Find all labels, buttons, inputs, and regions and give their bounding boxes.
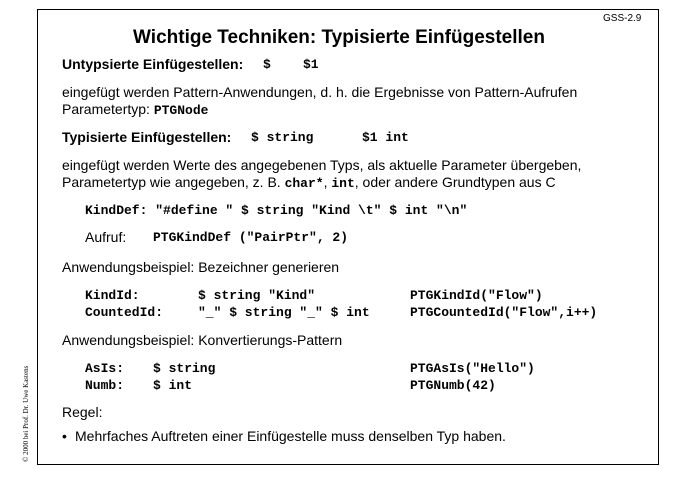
call-label: Aufruf: [85, 229, 127, 245]
kinddef-code: KindDef: "#define " $ string "Kind \t" $ int "\n" [85, 203, 468, 218]
page-title: Wichtige Techniken: Typisierte Einfügestellen [133, 27, 545, 48]
rule-label: Regel: [62, 404, 103, 420]
example2-name: Numb: [85, 378, 125, 393]
example1-pattern: $ string "Kind" [198, 288, 316, 303]
call-code: PTGKindDef ("PairPtr", 2) [153, 230, 349, 245]
example2-heading: Anwendungsbeispiel: Konvertierungs-Pattern [62, 332, 343, 348]
typed-heading: Typisierte Einfügestellen: [62, 129, 232, 145]
example1-call: PTGKindId("Flow") [410, 288, 543, 303]
untyped-code-b: $1 [303, 57, 319, 72]
example1-heading: Anwendungsbeispiel: Bezeichner generieren [62, 259, 340, 275]
typed-code-b: $1 int [362, 130, 409, 145]
example1-pattern: "_" $ string "_" $ int [198, 305, 370, 320]
typed-code-a: $ string [251, 130, 314, 145]
untyped-heading: Untypsierte Einfügestellen: [62, 56, 244, 72]
rule-bullet: • [62, 428, 67, 444]
example1-name: KindId: [85, 288, 140, 303]
example2-pattern: $ int [153, 378, 193, 393]
untyped-text-1: eingefügt werden Pattern-Anwendungen, d. h. die Ergebnisse von Pattern-Aufrufen [62, 84, 578, 100]
example2-name: AsIs: [85, 361, 125, 376]
copyright-note: © 2000 bei Prof. Dr. Uwe Kastens [22, 365, 30, 462]
example1-name: CountedId: [85, 305, 164, 320]
untyped-code-a: $ [263, 57, 271, 72]
rule-text: Mehrfaches Auftreten einer Einfügestelle muss denselben Typ haben. [75, 428, 506, 444]
typed-text-2: Parametertyp wie angegeben, z. B. char*, int, oder andere Grundtypen aus C [62, 174, 556, 191]
typed-text-1: eingefügt werden Werte des angegebenen Typs, als aktuelle Parameter übergeben, [62, 157, 582, 173]
example1-call: PTGCountedId("Flow",i++) [410, 305, 598, 320]
untyped-text-2: Parametertyp: PTGNode [62, 101, 209, 118]
example2-pattern: $ string [153, 361, 216, 376]
slide-id: GSS-2.9 [603, 13, 642, 24]
example2-call: PTGNumb(42) [410, 378, 496, 393]
example2-call: PTGAsIs("Hello") [410, 361, 535, 376]
